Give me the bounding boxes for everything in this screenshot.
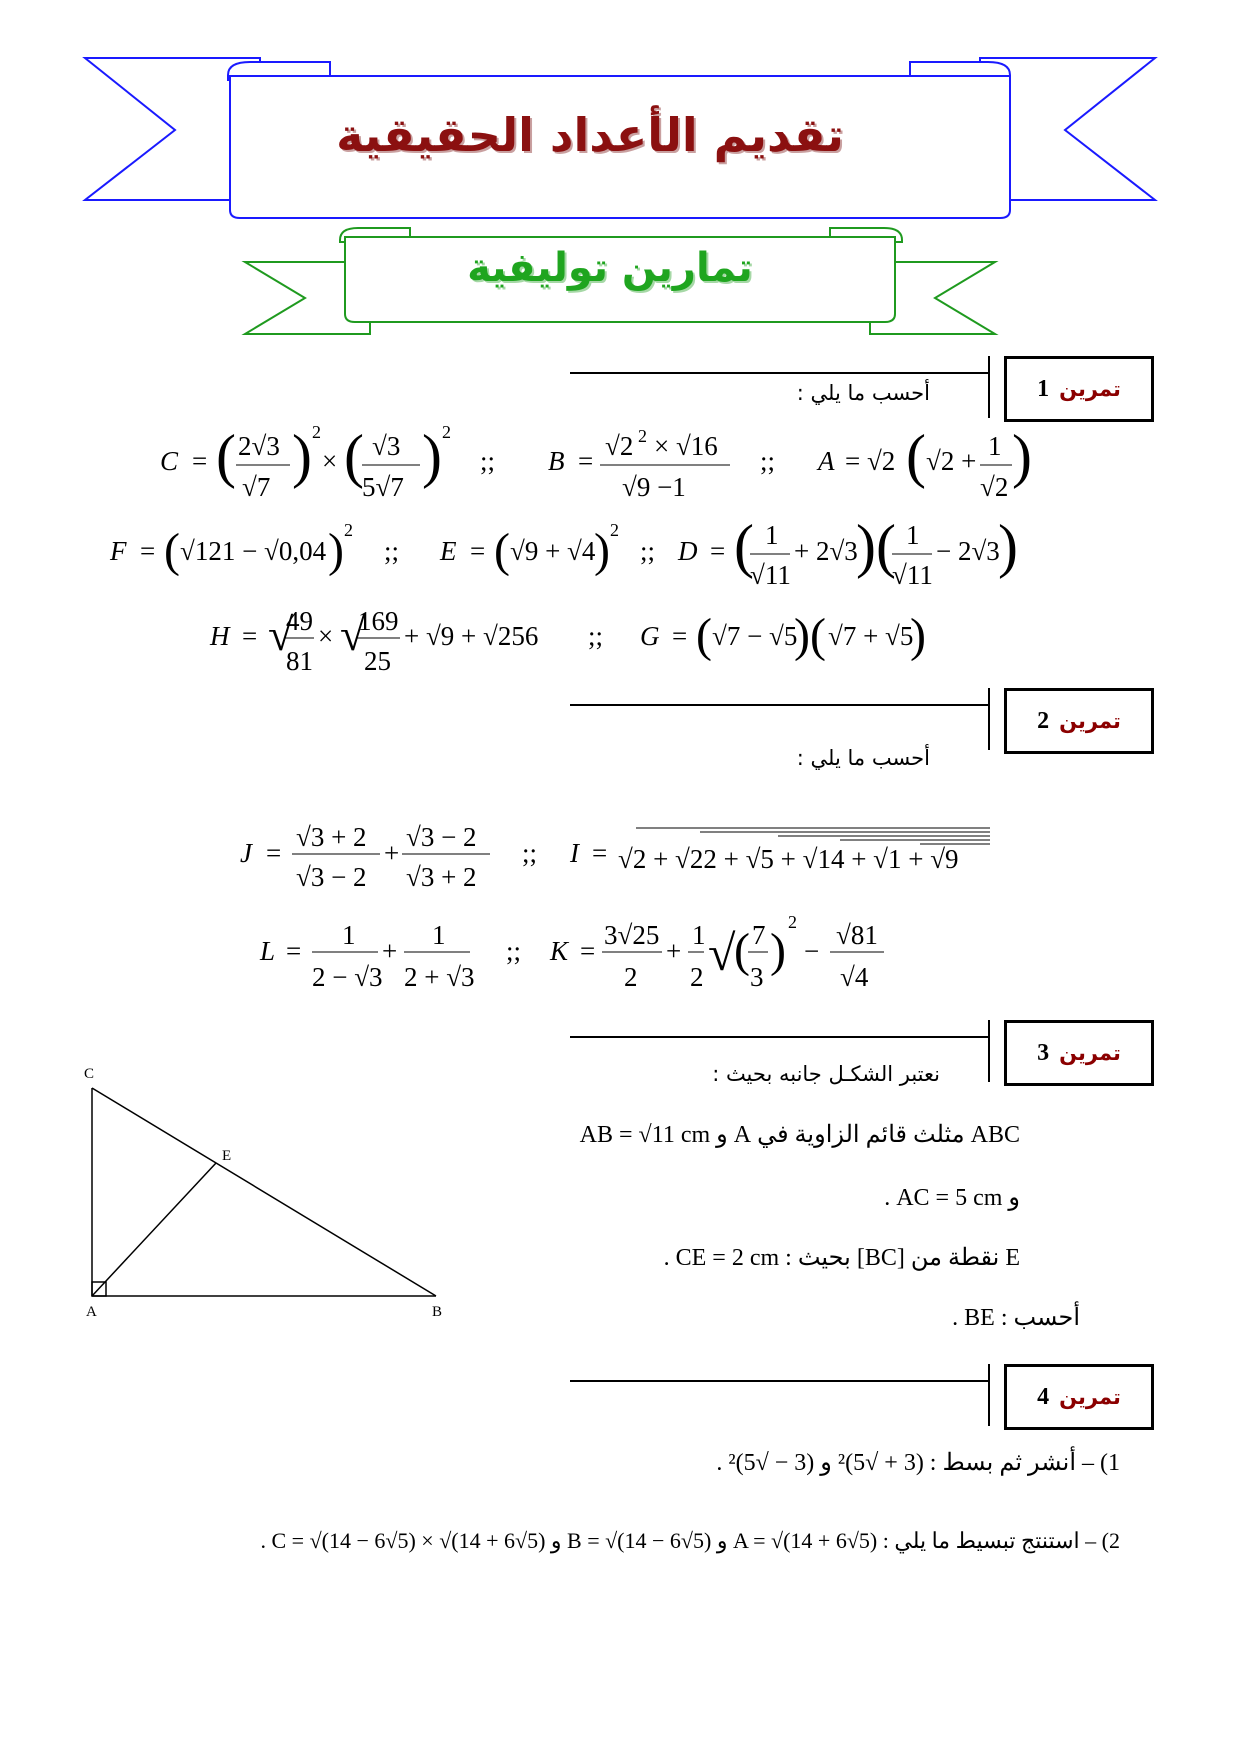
- svg-text:;;: ;;: [588, 621, 604, 651]
- svg-text:√81: √81: [836, 920, 878, 950]
- svg-text:=: =: [242, 621, 258, 651]
- exercise-3-statement-3: E نقطة من [BC] بحيث : CE = 2 cm .: [663, 1245, 1020, 1271]
- svg-text:√3 + 2: √3 + 2: [296, 822, 367, 852]
- svg-text:K: K: [550, 936, 569, 966]
- svg-text:B: B: [548, 446, 565, 476]
- header-rule-1: [570, 372, 988, 374]
- svg-text:(: (: [164, 524, 180, 577]
- svg-text:169: 169: [358, 606, 399, 636]
- svg-text:25: 25: [364, 646, 391, 676]
- svg-text:3√25: 3√25: [604, 920, 660, 950]
- exercise-1-expressions: [100, 420, 1140, 680]
- exercise-2-instruction: أحسب ما يلي :: [796, 746, 930, 770]
- svg-text:): ): [770, 924, 786, 977]
- svg-text:L: L: [260, 936, 276, 966]
- svg-text:√: √: [708, 925, 736, 981]
- svg-text:×: ×: [322, 446, 338, 476]
- exercise-3-label: تمرين: [1059, 1041, 1121, 1065]
- svg-text:2: 2: [344, 520, 353, 540]
- header-divider-4: [988, 1364, 990, 1426]
- svg-text:√11: √11: [750, 560, 791, 590]
- header-rule-4: [570, 1380, 988, 1382]
- svg-text:2: 2: [624, 962, 638, 992]
- svg-text:=: =: [578, 446, 594, 476]
- svg-text:)(: )(: [856, 513, 896, 579]
- svg-text:H: H: [210, 621, 230, 651]
- svg-text:1: 1: [765, 520, 779, 550]
- label-b: B: [432, 1304, 443, 1320]
- svg-text:A: A: [818, 446, 835, 476]
- svg-text:81: 81: [286, 646, 313, 676]
- svg-text:√7: √7: [242, 472, 271, 502]
- svg-text:√11: √11: [892, 560, 933, 590]
- svg-text:√3 + 2: √3 + 2: [406, 862, 477, 892]
- svg-text:D: D: [678, 536, 698, 566]
- exercise-4-number: 4: [1037, 1383, 1050, 1410]
- svg-text:=: =: [470, 536, 486, 566]
- svg-text:2: 2: [788, 912, 797, 932]
- svg-text:√3 − 2: √3 − 2: [296, 862, 367, 892]
- header-divider-3: [988, 1020, 990, 1082]
- svg-text:=: =: [580, 936, 596, 966]
- svg-text:(: (: [734, 924, 750, 977]
- exercise-2-badge: [1004, 688, 1154, 754]
- svg-text:√7 + √5: √7 + √5: [828, 621, 914, 651]
- svg-text:= √2: = √2: [845, 446, 896, 476]
- label-c: C: [84, 1066, 95, 1082]
- svg-text:7: 7: [752, 920, 766, 950]
- svg-text:=: =: [710, 536, 726, 566]
- svg-text:√3 − 2: √3 − 2: [406, 822, 477, 852]
- svg-text:J: J: [240, 838, 252, 868]
- svg-text:+ √9 + √256: + √9 + √256: [404, 621, 539, 651]
- svg-text:× √16: × √16: [654, 431, 718, 461]
- subtitle: تمارين توليفية: [467, 245, 753, 291]
- svg-text:√2 + √22 + √5 + √14 + √1 + √9: √2 + √22 + √5 + √14 + √1 + √9: [618, 844, 959, 874]
- svg-text:−: −: [804, 936, 820, 966]
- svg-text:E: E: [440, 536, 457, 566]
- svg-text:3: 3: [750, 962, 764, 992]
- exercise-3-statement-4: أحسب : BE .: [952, 1305, 1080, 1331]
- svg-text:I: I: [570, 838, 579, 868]
- svg-text:(: (: [734, 513, 754, 579]
- svg-text:(: (: [906, 423, 926, 489]
- svg-text:;;: ;;: [760, 446, 776, 476]
- header-rule-3: [570, 1036, 988, 1038]
- svg-text:√: √: [340, 609, 366, 660]
- svg-text:− 2√3: − 2√3: [936, 536, 1000, 566]
- svg-text:√4: √4: [840, 962, 869, 992]
- svg-text:2 + √3: 2 + √3: [404, 962, 475, 992]
- svg-text:1: 1: [432, 920, 446, 950]
- triangle-figure: [80, 1060, 460, 1320]
- svg-text:√7 − √5: √7 − √5: [712, 621, 798, 651]
- svg-text:+ 2√3: + 2√3: [794, 536, 858, 566]
- svg-text:;;: ;;: [640, 536, 656, 566]
- svg-text:(: (: [344, 423, 364, 489]
- svg-text:(: (: [494, 524, 510, 577]
- svg-text:)(: )(: [794, 609, 826, 662]
- exercise-1-number: 1: [1037, 375, 1050, 402]
- svg-text:√3: √3: [372, 431, 401, 461]
- svg-text:+: +: [382, 936, 398, 966]
- exercise-2-expressions: [200, 810, 1020, 1000]
- svg-text:√9 + √4: √9 + √4: [510, 536, 596, 566]
- svg-text:): ): [910, 609, 926, 662]
- svg-text:1: 1: [342, 920, 356, 950]
- svg-text:(: (: [696, 609, 712, 662]
- svg-text:): ): [594, 524, 610, 577]
- svg-text:√2: √2: [980, 472, 1009, 502]
- header-rule-2: [570, 704, 988, 706]
- header-divider-2: [988, 688, 990, 750]
- exercise-3-instruction: نعتبر الشكـل جانبه بحيث :: [712, 1062, 940, 1086]
- exercise-1-instruction: أحسب ما يلي :: [796, 381, 930, 405]
- label-e: E: [222, 1148, 232, 1164]
- svg-text:): ): [998, 513, 1018, 579]
- svg-text:1: 1: [692, 920, 706, 950]
- svg-text:1: 1: [906, 520, 920, 550]
- svg-text:2: 2: [610, 520, 619, 540]
- svg-text:+: +: [384, 838, 400, 868]
- svg-text:;;: ;;: [480, 446, 496, 476]
- svg-text:;;: ;;: [506, 936, 522, 966]
- svg-text:√2 +: √2 +: [926, 446, 977, 476]
- svg-text:√121 − √0,04: √121 − √0,04: [180, 536, 327, 566]
- svg-text:=: =: [192, 446, 208, 476]
- svg-text:2 − √3: 2 − √3: [312, 962, 383, 992]
- exercise-3-statement-1: ABC مثلث قائم الزاوية في A و AB = √11 cm: [579, 1122, 1020, 1148]
- svg-text:): ): [292, 423, 312, 489]
- svg-text:=: =: [140, 536, 156, 566]
- header-divider-1: [988, 356, 990, 418]
- svg-text:F: F: [110, 536, 127, 566]
- exercise-2-number: 2: [1037, 707, 1050, 734]
- svg-text:G: G: [640, 621, 660, 651]
- svg-text:2√3: 2√3: [238, 431, 280, 461]
- svg-text:+: +: [666, 936, 682, 966]
- svg-text:2: 2: [690, 962, 704, 992]
- exercise-4-label: تمرين: [1059, 1385, 1121, 1409]
- svg-text:√9 −1: √9 −1: [622, 472, 686, 502]
- exercise-4-badge: [1004, 1364, 1154, 1430]
- main-title: تقديم الأعداد الحقيقية: [336, 108, 844, 162]
- svg-text:;;: ;;: [384, 536, 400, 566]
- exercise-3-number: 3: [1037, 1039, 1050, 1066]
- svg-text:=: =: [672, 621, 688, 651]
- svg-text:): ): [1012, 423, 1032, 489]
- svg-text:C: C: [160, 446, 179, 476]
- svg-text:): ): [328, 524, 344, 577]
- svg-text:√: √: [268, 609, 294, 660]
- exercise-1-label: تمرين: [1059, 377, 1121, 401]
- exercise-2-label: تمرين: [1059, 709, 1121, 733]
- svg-text:2: 2: [638, 426, 647, 446]
- svg-text:√2: √2: [605, 431, 634, 461]
- exercise-3-statement-2: و AC = 5 cm .: [884, 1185, 1020, 1211]
- svg-text:1: 1: [988, 431, 1002, 461]
- exercise-4-item-1: 1) – أنشر ثم بسط : (3 + √5)² و (3 − √5)² .: [716, 1450, 1120, 1476]
- svg-text:2: 2: [312, 422, 321, 442]
- svg-text:): ): [422, 423, 442, 489]
- svg-text:=: =: [266, 838, 282, 868]
- exercise-3-badge: [1004, 1020, 1154, 1086]
- exercise-1-badge: [1004, 356, 1154, 422]
- svg-text:=: =: [286, 936, 302, 966]
- svg-text:;;: ;;: [522, 838, 538, 868]
- svg-text:5√7: 5√7: [362, 472, 404, 502]
- svg-text:49: 49: [286, 606, 313, 636]
- svg-text:×: ×: [318, 621, 334, 651]
- svg-text:=: =: [592, 838, 608, 868]
- label-a: A: [86, 1304, 97, 1320]
- svg-text:(: (: [216, 423, 236, 489]
- exercise-4-item-2: 2) – استنتج تبسيط ما يلي : A = √(14 + 6√5) و B = √(14 − 6√5) و C = √(14 − 6√5) × √(14 + 6√5) .: [260, 1528, 1120, 1553]
- svg-text:2: 2: [442, 422, 451, 442]
